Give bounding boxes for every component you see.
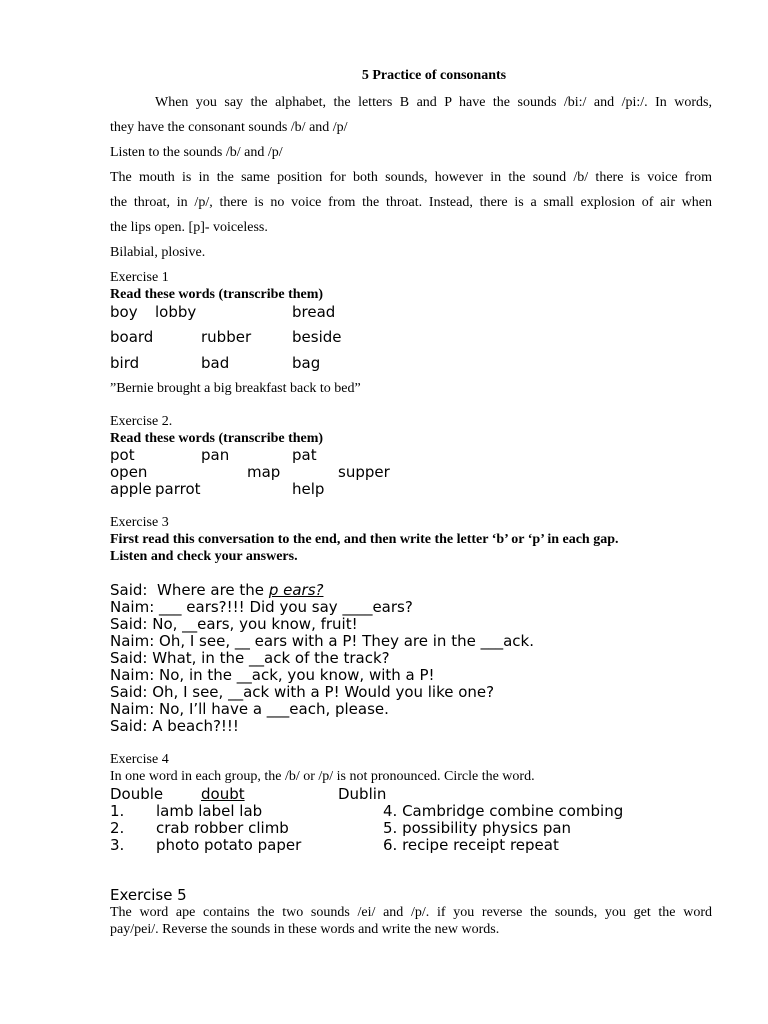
- ex4-item-number: 2.: [110, 819, 125, 837]
- exercise-2-heading: Exercise 2.: [110, 414, 173, 429]
- exercise-2-instruction: Read these words (transcribe them): [110, 431, 324, 446]
- ex4-example-answer: doubt: [201, 785, 245, 803]
- ex4-item-words: crab robber climb: [156, 819, 289, 837]
- exercise-3-instruction-1: First read this conversation to the end, and then write the letter ‘b’ or ‘p’ in each gap.: [110, 532, 619, 547]
- ex4-item-words: lamb label lab: [156, 802, 263, 820]
- ex2-word: pat: [292, 446, 317, 464]
- ex1-word: bird: [110, 354, 140, 372]
- dialogue-line: Said: No, __ears, you know, fruit!: [110, 615, 358, 633]
- ex2-word: map: [247, 463, 281, 481]
- ex2-word: help: [292, 480, 325, 498]
- dialogue-line: Said: What, in the __ack of the track?: [110, 649, 390, 667]
- intro-mouth-3: the lips open. [p]- voiceless.: [110, 220, 268, 235]
- ex4-item-words: 6. recipe receipt repeat: [383, 836, 559, 854]
- exercise-5-heading: Exercise 5: [110, 886, 187, 904]
- ex1-word: boy: [110, 303, 138, 321]
- ex2-word: apple: [110, 480, 152, 498]
- intro-line-1: When you say the alphabet, the letters B and P have the sounds /bi:/ and /pi:/. In words,: [155, 95, 712, 110]
- ex4-example-word: Dublin: [338, 785, 387, 803]
- ex1-word: lobby: [155, 303, 197, 321]
- exercise-3-heading: Exercise 3: [110, 515, 169, 530]
- intro-line-2: they have the consonant sounds /b/ and /p/: [110, 120, 348, 135]
- ex2-word: supper: [338, 463, 390, 481]
- dialogue-line: Said: Oh, I see, __ack with a P! Would you like one?: [110, 683, 495, 701]
- exercise-1-instruction: Read these words (transcribe them): [110, 287, 324, 302]
- ex1-word: bad: [201, 354, 230, 372]
- ex1-word: beside: [292, 328, 342, 346]
- dialogue-line: Naim: Oh, I see, __ ears with a P! They are in the ___ack.: [110, 632, 534, 650]
- ex4-item-number: 1.: [110, 802, 125, 820]
- ex2-word: pan: [201, 446, 230, 464]
- ex1-word: bread: [292, 303, 336, 321]
- ex2-word: open: [110, 463, 148, 481]
- exercise-5-text-2: pay/pei/. Reverse the sounds in these words and write the new words.: [110, 922, 500, 937]
- intro-mouth-1: The mouth is in the same position for both sounds, however in the sound /b/ there is voice from: [110, 170, 712, 185]
- exercise-5-text-1: The word ape contains the two sounds /ei/ and /p/. if you reverse the sounds, you get the word: [110, 905, 712, 920]
- intro-mouth-2: the throat, in /p/, there is no voice from the throat. Instead, there is a small explosion of air when: [110, 195, 712, 210]
- dialogue-line: Said: A beach?!!!: [110, 717, 239, 735]
- ex4-item-words: 5. possibility physics pan: [383, 819, 572, 837]
- ex4-example-word: Double: [110, 785, 164, 803]
- intro-listen: Listen to the sounds /b/ and /p/: [110, 145, 283, 160]
- dialogue-prefix: Said: Where are the: [110, 581, 269, 599]
- exercise-4-instruction: In one word in each group, the /b/ or /p/ is not pronounced. Circle the word.: [110, 769, 535, 784]
- ex4-item-words: 4. Cambridge combine combing: [383, 802, 624, 820]
- intro-bilabial: Bilabial, plosive.: [110, 245, 206, 260]
- dialogue-line: [110, 581, 323, 599]
- exercise-3-instruction-2: Listen and check your answers.: [110, 549, 298, 564]
- exercise-1-sentence: ”Bernie brought a big breakfast back to bed”: [110, 381, 361, 396]
- ex1-word: board: [110, 328, 154, 346]
- ex4-item-number: 3.: [110, 836, 125, 854]
- dialogue-line: Naim: No, in the __ack, you know, with a P!: [110, 666, 435, 684]
- ex2-word: pot: [110, 446, 135, 464]
- ex2-word: parrot: [155, 480, 201, 498]
- dialogue-line: Naim: ___ ears?!!! Did you say ____ears?: [110, 598, 413, 616]
- page-title: 5 Practice of consonants: [361, 68, 507, 83]
- dialogue-example-answer: p ears?: [268, 581, 324, 599]
- ex4-item-words: photo potato paper: [156, 836, 302, 854]
- ex1-word: rubber: [201, 328, 252, 346]
- ex1-word: bag: [292, 354, 321, 372]
- exercise-4-heading: Exercise 4: [110, 752, 169, 767]
- dialogue-line: Naim: No, I’ll have a ___each, please.: [110, 700, 389, 718]
- exercise-1-heading: Exercise 1: [110, 270, 169, 285]
